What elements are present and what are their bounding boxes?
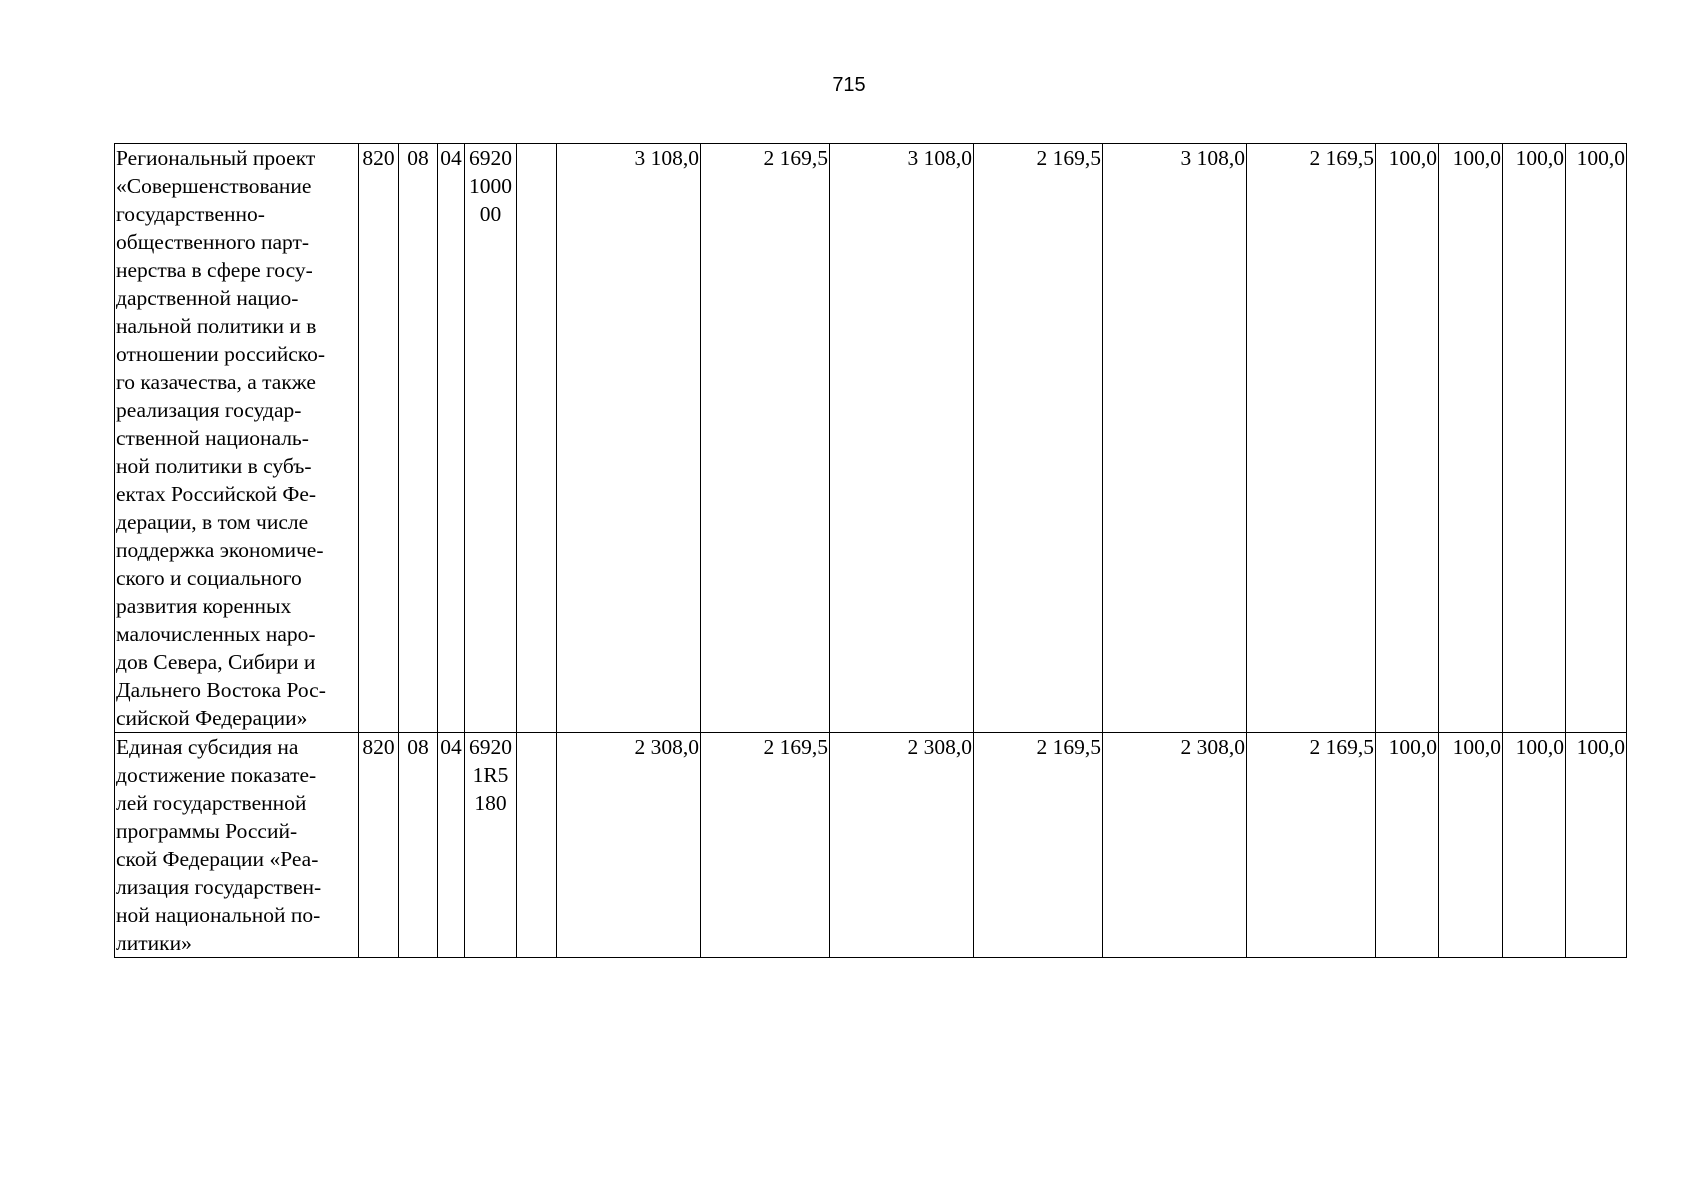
expense-type-code: [517, 144, 557, 733]
cell-text: 100,0: [1452, 146, 1501, 170]
text-line: дарственной нацио-: [116, 286, 299, 310]
amount-cell: [701, 733, 830, 958]
text-line: 1R5: [472, 763, 509, 787]
ministry-code: [359, 144, 399, 733]
cell-text: 100,0: [1388, 735, 1437, 759]
amount-cell: [1103, 144, 1247, 733]
text-line: Дальнего Востока Рос-: [116, 678, 326, 702]
text-line: малочисленных наро-: [116, 622, 316, 646]
text-line: ектах Российской Фе-: [116, 482, 317, 506]
percent-cell: [1439, 733, 1503, 958]
text-line: ственной националь-: [116, 426, 309, 450]
text-line: сийской Федерации»: [116, 706, 308, 730]
ministry-code: [359, 733, 399, 958]
text-line: государственно-: [116, 202, 265, 226]
cell-text: 100,0: [1452, 735, 1501, 759]
cell-text: 2 169,5: [1036, 146, 1101, 170]
text-line: Единая субсидия на: [116, 735, 299, 759]
text-line: развития коренных: [116, 594, 292, 618]
text-line: литики»: [116, 931, 192, 955]
text-line: 6920: [469, 735, 512, 759]
text-line: 6920: [469, 146, 512, 170]
amount-cell: [830, 733, 974, 958]
percent-cell: [1503, 733, 1566, 958]
page-number: 715: [832, 74, 866, 96]
percent-cell: [1376, 144, 1439, 733]
text-line: общественного парт-: [116, 230, 310, 254]
text-line: нерства в сфере госу-: [116, 258, 313, 282]
percent-cell: [1503, 144, 1566, 733]
cell-text: 04: [440, 146, 462, 170]
cell-text: 08: [407, 146, 429, 170]
text-line: ской Федерации «Реа-: [116, 847, 319, 871]
row-name: [115, 144, 359, 733]
budget-table: [114, 143, 1627, 958]
amount-cell: [701, 144, 830, 733]
cell-text: 04: [440, 735, 462, 759]
cell-text: 100,0: [1515, 735, 1564, 759]
cell-text: 3 108,0: [907, 146, 972, 170]
cell-text: 100,0: [1515, 146, 1564, 170]
cell-text: 3 108,0: [634, 146, 699, 170]
cell-text: 2 169,5: [1309, 735, 1374, 759]
text-line: лей государственной: [116, 791, 307, 815]
cell-text: 2 308,0: [634, 735, 699, 759]
text-line: поддержка экономиче-: [116, 538, 324, 562]
text-line: реализация государ-: [116, 398, 302, 422]
cell-text: 2 169,5: [1036, 735, 1101, 759]
text-line: достижение показате-: [116, 763, 317, 787]
row-name: [115, 733, 359, 958]
cell-text: 820: [362, 146, 395, 170]
cell-text: 100,0: [1576, 146, 1625, 170]
cell-text: 08: [407, 735, 429, 759]
cell-text: 3 108,0: [1180, 146, 1245, 170]
section-code: [399, 733, 438, 958]
text-line: нальной политики и в: [116, 314, 317, 338]
text-line: дов Севера, Сибири и: [116, 650, 316, 674]
text-line: лизация государствен-: [116, 875, 322, 899]
amount-cell: [1103, 733, 1247, 958]
amount-cell: [557, 733, 701, 958]
text-line: дерации, в том числе: [116, 510, 309, 534]
percent-cell: [1566, 144, 1627, 733]
target-article-code: [465, 733, 517, 958]
text-line: ского и социального: [116, 566, 302, 590]
cell-text: 2 169,5: [1309, 146, 1374, 170]
cell-text: 2 308,0: [907, 735, 972, 759]
text-line: 00: [479, 202, 502, 226]
cell-text: 2 169,5: [763, 146, 828, 170]
section-code: [399, 144, 438, 733]
amount-cell: [1247, 144, 1376, 733]
cell-text: 2 308,0: [1180, 735, 1245, 759]
amount-cell: [974, 144, 1103, 733]
text-line: ной национальной по-: [116, 903, 321, 927]
subsection-code: [438, 144, 465, 733]
cell-text: 820: [362, 735, 395, 759]
text-line: ной политики в субъ-: [116, 454, 312, 478]
amount-cell: [974, 733, 1103, 958]
text-line: Региональный проект: [116, 146, 316, 170]
percent-cell: [1376, 733, 1439, 958]
text-line: «Совершенствование: [116, 174, 312, 198]
expense-type-code: [517, 733, 557, 958]
cell-text: 100,0: [1388, 146, 1437, 170]
text-line: го казачества, а также: [116, 370, 316, 394]
table-row: [115, 733, 1627, 958]
text-line: 1000: [469, 174, 512, 198]
text-line: отношении российско-: [116, 342, 326, 366]
cell-text: 2 169,5: [763, 735, 828, 759]
text-line: 180: [474, 791, 507, 815]
percent-cell: [1566, 733, 1627, 958]
amount-cell: [1247, 733, 1376, 958]
cell-text: 100,0: [1576, 735, 1625, 759]
amount-cell: [557, 144, 701, 733]
percent-cell: [1439, 144, 1503, 733]
table-row: [115, 144, 1627, 733]
amount-cell: [830, 144, 974, 733]
subsection-code: [438, 733, 465, 958]
text-line: программы Россий-: [116, 819, 298, 843]
target-article-code: [465, 144, 517, 733]
